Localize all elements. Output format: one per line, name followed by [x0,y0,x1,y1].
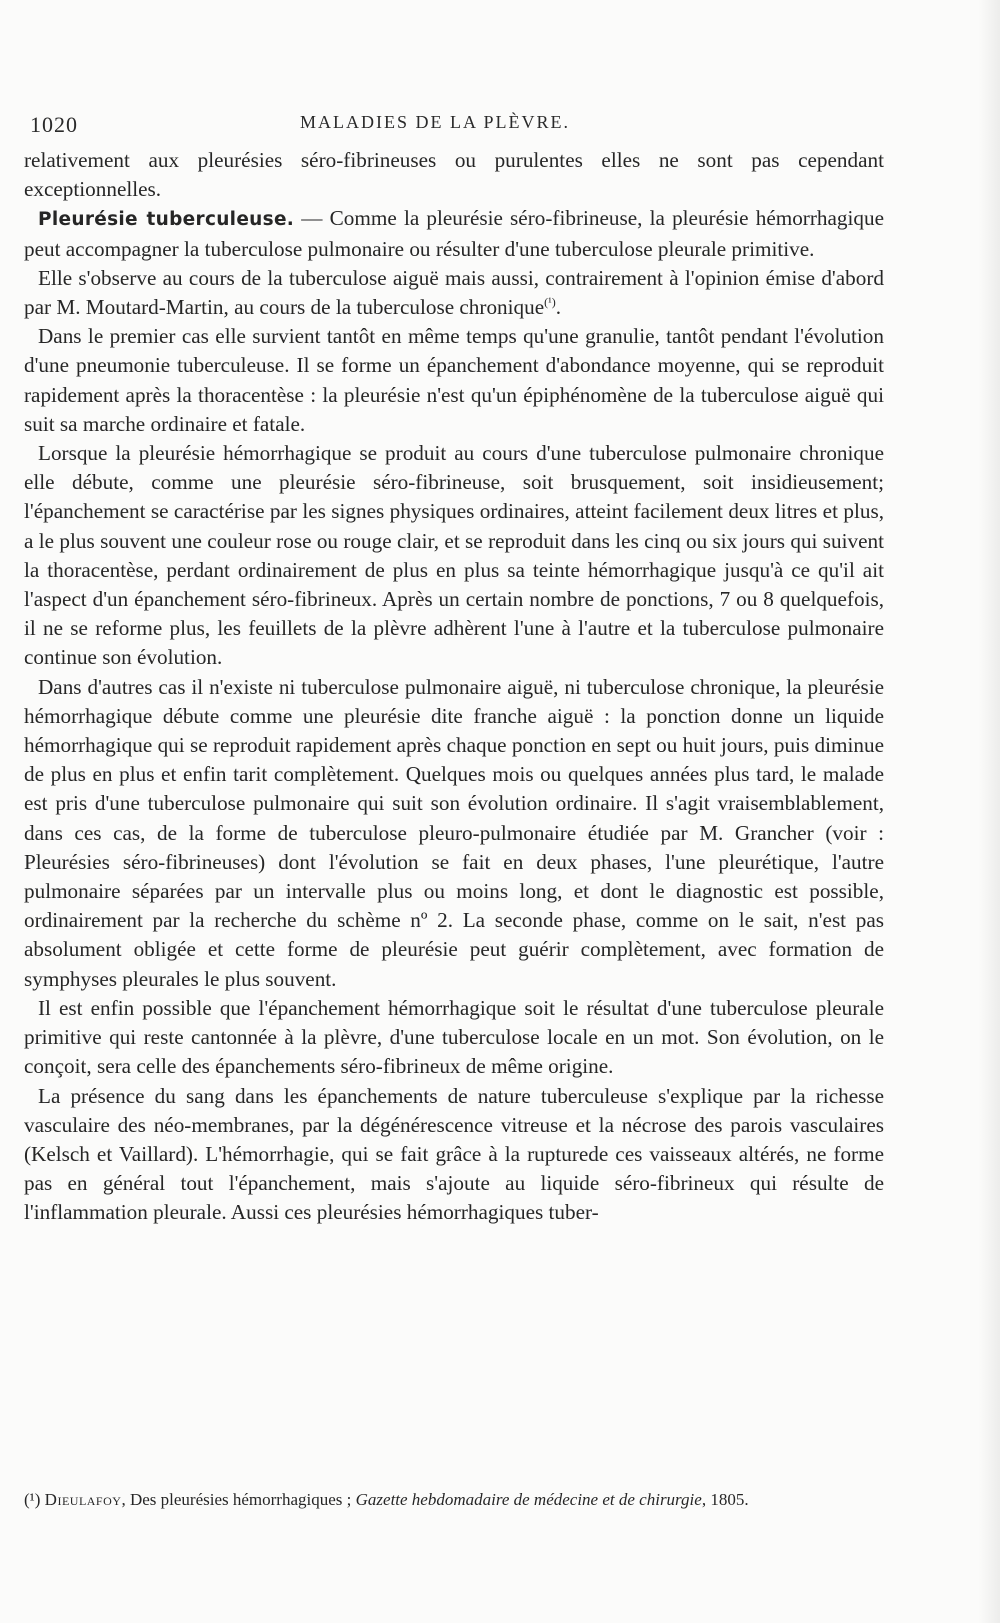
paragraph-acute-chronic [24,264,884,322]
paragraph-other-cases: Dans d'autres cas il n'existe ni tuberculose pulmonaire aiguë, ni tuberculose chronique, la pleurésie hémorrhagique débute comme une pleurésie dite franche aiguë : la ponction donne un liquide hémorrhagique qui se reproduit rapidement après chaque ponction en sept ou huit jours, puis diminue de plus en plus et enfin tarit complètement. Quelques mois ou quelques années plus tard, le malade est pris d'une tuberculose pulmonaire qui suit son évolution ordinaire. Il s'agit vraisemblablement, dans ces cas, de la forme de tuberculose pleuro-pulmonaire étudiée par M. Grancher (voir : Pleurésies séro-fibrineuses) dont l'évolution se fait en deux phases, l'une pleurétique, l'autre pulmonaire séparées par un intervalle plus ou moins long, et dont le diagnostic est possible, ordinairement par la recherche du schème nº 2. La seconde phase, comme on le sait, n'est pas absolument obligée et cette forme de pleurésie peut guérir complètement, avec formation de symphyses pleurales le plus souvent. [24,674,884,991]
footnote-marker: (¹) [24,1490,41,1509]
page-number: 1020 [30,112,78,137]
page-header [30,112,880,142]
footnote-text: , Des pleurésies hémorrhagiques ; [121,1490,356,1509]
paragraph-tuberculous-pleurisy [24,204,884,263]
running-title: MALADIES DE LA PLÈVRE. [300,112,570,132]
paragraph-end: . [555,295,561,320]
footnote-reference: (¹) [544,294,556,309]
page-edge-shadow [978,0,1000,1623]
paragraph-first-case: Dans le premier cas elle survient tantôt en même temps qu'une granulie, tantôt pendant l'évolution d'une pneumonie tuberculeuse. Il se forme un épanchement d'abondance moyenne, qui se reproduit rapidement après la thoracentèse : la pleurésie n'est qu'un épiphénomène de la tuberculose aiguë qui suit sa marche ordinaire et fatale. [24,324,884,436]
footnote-author: Dieulafoy [44,1490,122,1509]
body-text [24,146,884,1228]
footnote-year: , 1805. [701,1490,749,1509]
paragraph-blood-presence: La présence du sang dans les épanchements de nature tuberculeuse s'explique par la richesse vasculaire des néo-membranes, par la dégénérescence vitreuse et la nécrose des parois vasculaires (Kelsch et Vaillard). L'hémorrhagie, qui se fait grâce à la rupturede ces vaisseaux altérés, ne forme pas en général tout l'épanchement, mais s'ajoute au liquide séro-fibrineux qui résulte de l'inflammation pleurale. Aussi ces pleurésies hémorrhagiques tuber- [24,1083,884,1225]
paragraph-text: Elle s'observe au cours de la tuberculose aiguë mais aussi, contrairement à l'opinion émise d'abord par M. Moutard-Martin, au cours de la tuberculose chronique [24,265,884,320]
paragraph-continuation: relativement aux pleurésies séro-fibrineuses ou purulentes elles ne sont pas cependant exceptionnelles. [24,148,884,202]
paragraph-chronic-case: Lorsque la pleurésie hémorrhagique se produit au cours d'une tuberculose pulmonaire chronique elle débute, comme une pleurésie séro-fibrineuse, soit brusquement, soit insidieusement; l'épanchement se caractérise par les signes physiques ordinaires, atteint facilement deux litres et plus, a le plus souvent une couleur rose ou rouge clair, et se reproduit dans les cinq ou six jours qui suivent la thoracentèse, perdant ordinairement de plus en plus sa teinte hémorrhagique jusqu'à ce qu'il ait l'aspect d'un épanchement séro-fibrineux. Après un certain nombre de ponctions, 7 ou 8 quelquefois, il ne se reforme plus, les feuillets de la plèvre adhèrent l'une à l'autre et la tuberculose pulmonaire continue son évolution. [24,441,884,670]
footnote [24,1487,884,1512]
section-title: Pleurésie tuberculeuse. [38,209,295,231]
paragraph-text: — Comme la pleurésie séro-fibrineuse, la pleurésie hémorrhagique peut accompagner la tuberculose pulmonaire ou résulter d'une tuberculose pleurale primitive. [24,206,884,261]
paragraph-primitive: Il est enfin possible que l'épanchement hémorrhagique soit le résultat d'une tuberculose pleurale primitive qui reste cantonnée à la plèvre, d'une tuberculose locale en un mot. Son évolution, on le conçoit, sera celle des épanchements séro-fibrineux de même origine. [24,995,884,1079]
footnote-journal: Gazette hebdomadaire de médecine et de chirurgie [355,1490,702,1509]
